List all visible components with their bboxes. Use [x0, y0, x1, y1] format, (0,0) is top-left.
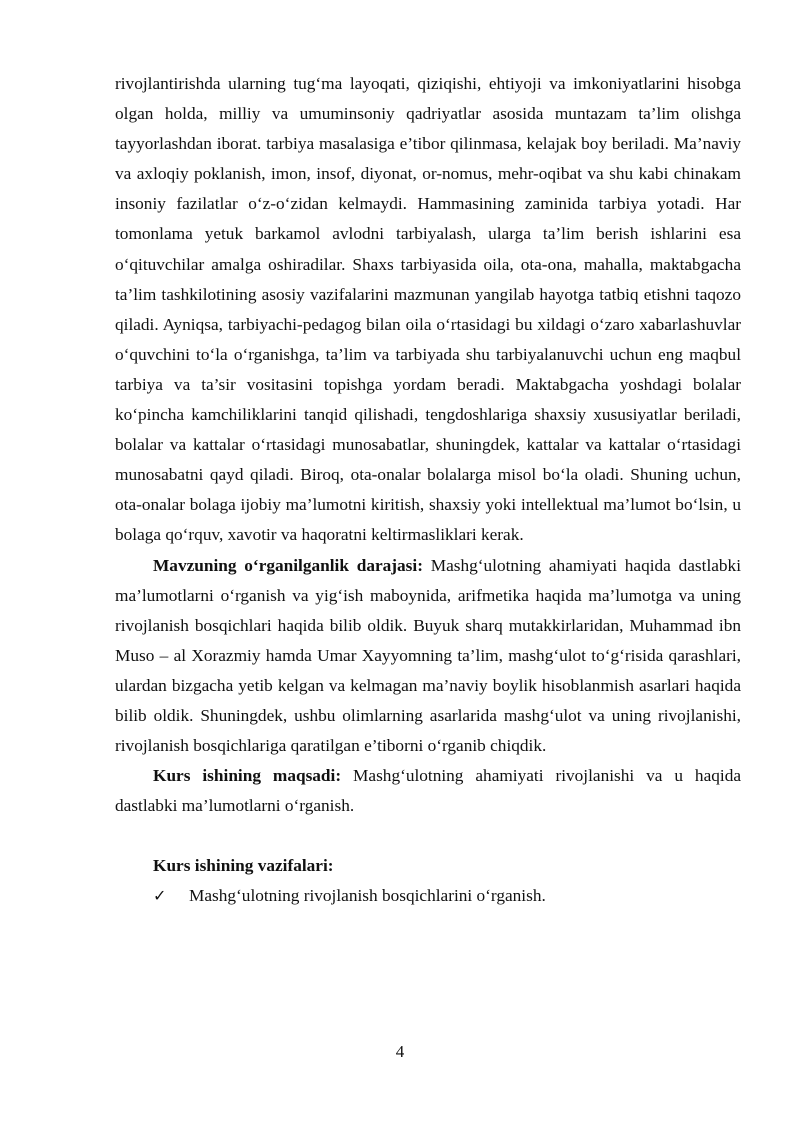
study-level-text: Mashg‘ulotning ahamiyati haqida dastlabki ma’lumotlarni o‘rganish va yig‘ish maboynida, arifmetika haqida ma’lumotga va uning rivojlanish bosqichlari haqida bilib oldik. Buyuk sharq mutakkirlaridan, Muhammad ibn Muso – al Xorazmiy hamda Umar Xayyomning ta’lim, mashg‘ulot to‘g‘risida qarashlari, ulardan bizgacha yetib kelgan va kelmagan ma’naviy boylik hisoblanmish asarlari haqida bilib oldik. Shuningdek, ushbu olimlarning asarlarida mashg‘ulot va uning rivojlanishi, rivojlanish bosqichlariga qaratilgan e’tiborni o‘rganib chiqdik. [115, 555, 741, 756]
blank-line [115, 821, 741, 851]
page-body [115, 69, 741, 912]
tasks-heading: Kurs ishining vazifalari: [153, 856, 334, 876]
course-goal-paragraph [115, 761, 741, 821]
task-text: Mashg‘ulotning rivojlanish bosqichlarini o‘rganish. [189, 886, 546, 906]
course-goal-label: Kurs ishining maqsadi: [153, 766, 342, 786]
study-level-label: Mavzuning o‘rganilganlik darajasi: [153, 555, 423, 575]
check-icon: ✓ [153, 886, 167, 906]
task-list-item [115, 881, 741, 911]
course-goal-text: Mashg‘ulotning ahamiyati rivojlanishi va u haqida dastlabki ma’lumotlarni o‘rganish. [115, 766, 741, 816]
page-number: 4 [395, 1042, 405, 1061]
study-level-paragraph [115, 551, 741, 762]
body-paragraph: rivojlantirishda ularning tug‘ma layoqati, qiziqishi, ehtiyoji va imkoniyatlarini hisobga olgan holda, milliy va umuminsoniy qadriyatlar asosida muntazam ta’lim olishga tayyorlashdan iborat. tarbiya masalasiga e’tibor qilinmasa, kelajak boy beriladi. Ma’naviy va axloqiy poklanish, imon, insof, diyonat, or-nomus, mehr-oqibat va shu kabi chinakam insoniy fazilatlar o‘z-o‘zidan kelmaydi. Hammasining zaminida tarbiya yotadi. Har tomonlama yetuk barkamol avlodni tarbiyalash, ularga ta’lim berish ishlarini esa o‘qituvchilar amalga oshiradilar. Shaxs tarbiyasida oila, ota-ona, mahalla, maktabgacha ta’lim tashkilotining asosiy vazifalarini mazmunan yangilab hayotga tatbiq etishni taqozo qiladi. Ayniqsa, tarbiyachi-pedagog bilan oila o‘rtasidagi bu xildagi o‘zaro xabarlashuvlar o‘quvchini to‘la o‘rganishga, ta’lim va tarbiyada shu tarbiyalanuvchi uchun eng maqbul tarbiya va ta’sir vositasini topishga yordam beradi. Maktabgacha yoshdagi bolalar ko‘pincha kamchiliklarini tanqid qilishadi, tengdoshlariga shaxsiy xususiyatlar beriladi, bolalar va kattalar o‘rtasidagi munosabatlar, shuningdek, kattalar va kattalar o‘rtasidagi munosabatni qayd qiladi. Biroq, ota-onalar bolalarga misol bo‘la oladi. Shuning uchun, ota-onalar bolaga ijobiy ma’lumotni kiritish, shaxsiy yoki intellektual ma’lumot bo‘lsin, u bolaga qo‘rquv, xavotir va haqoratni keltirmasliklari kerak. [115, 74, 741, 545]
